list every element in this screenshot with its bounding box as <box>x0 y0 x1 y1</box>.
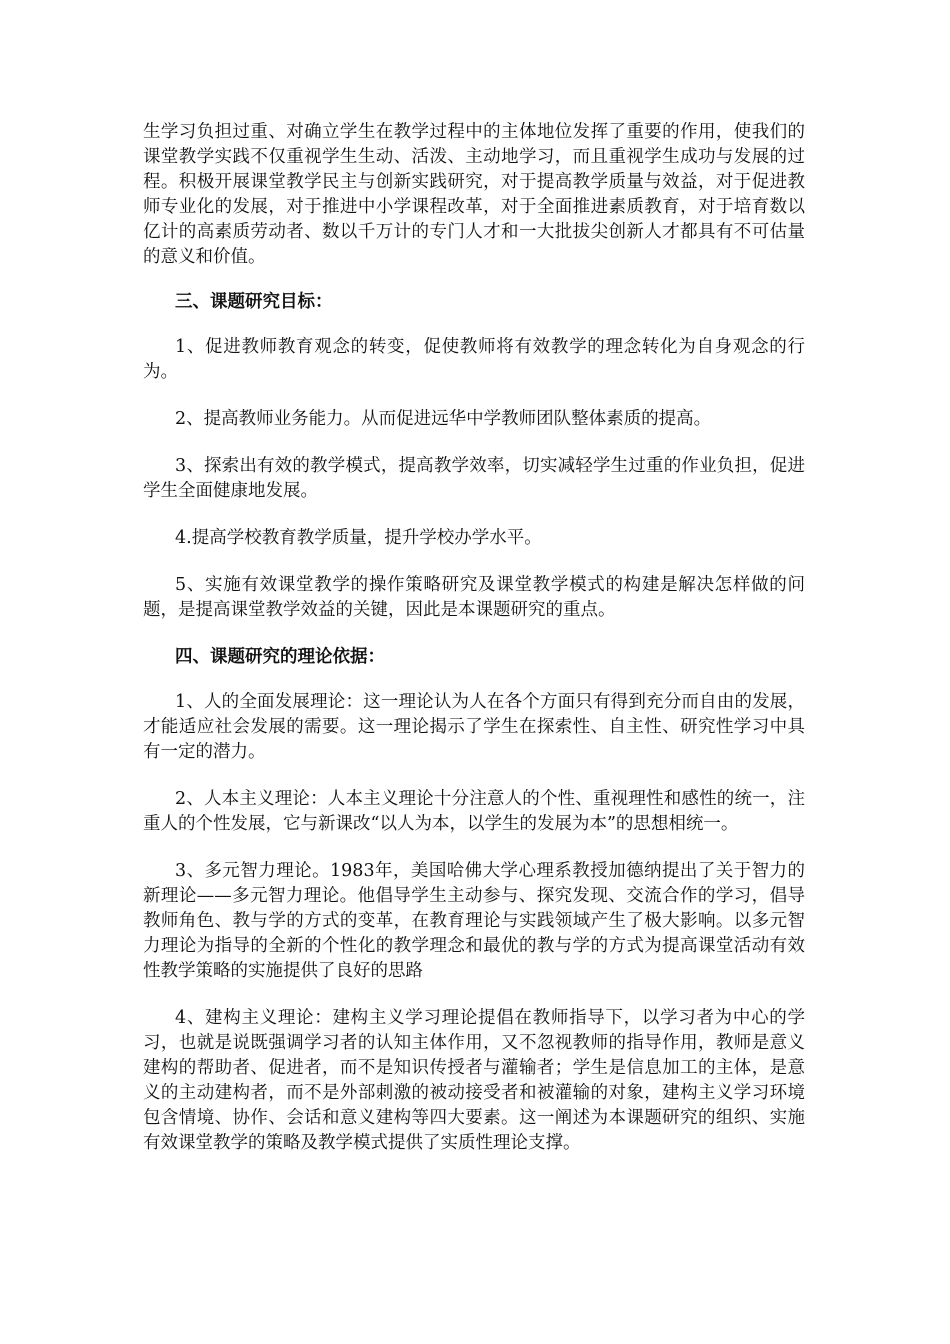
theory-item-4: 4、建构主义理论：建构主义学习理论提倡在教师指导下，以学习者为中心的学习，也就是说既强调学习者的认知主体作用，又不忽视教师的指导作用，教师是意义建构的帮助者、促进者，而不是知识传授者与灌输者；学生是信息加工的主体，是意义的主动建构者，而不是外部刺激的被动接受者和被灌输的对象，建构主义学习环境包含情境、协作、会话和意义建构等四大要素。这一阐述为本课题研究的组织、实施有效课堂教学的策略及教学模式提供了实质性理论支撑。 <box>143 1008 805 1153</box>
theory-item-2: 2、人本主义理论：人本主义理论十分注意人的个性、重视理性和感性的统一，注重人的个性发展，它与新课改“以人为本，以学生的发展为本”的思想相统一。 <box>143 789 805 834</box>
goal-item-3: 3、探索出有效的教学模式，提高教学效率，切实减轻学生过重的作业负担，促进学生全面健康地发展。 <box>143 456 805 501</box>
theory-item-3: 3、多元智力理论。1983年，美国哈佛大学心理系教授加德纳提出了关于智力的新理论——多元智力理论。他倡导学生主动参与、探究发现、交流合作的学习，倡导教师角色、教与学的方式的变革，在教育理论与实践领域产生了极大影响。以多元智力理论为指导的全新的个性化的教学理念和最优的教与学的方式为提高课堂活动有效性教学策略的实施提供了良好的思路 <box>143 861 805 981</box>
section-heading-theory: 四、课题研究的理论依据： <box>175 647 385 667</box>
theory-item-1: 1、人的全面发展理论：这一理论认为人在各个方面只有得到充分而自由的发展，才能适应社会发展的需要。这一理论揭示了学生在探索性、自主性、研究性学习中具有一定的潜力。 <box>143 692 805 762</box>
document-page <box>143 120 805 1178</box>
goal-item-4: 4.提高学校教育教学质量，提升学校办学水平。 <box>175 528 542 548</box>
goal-item-2: 2、提高教师业务能力。从而促进远华中学教师团队整体素质的提高。 <box>175 409 712 429</box>
goal-item-5: 5、实施有效课堂教学的操作策略研究及课堂教学模式的构建是解决怎样做的问题，是提高课堂教学效益的关键，因此是本课题研究的重点。 <box>143 575 805 620</box>
section-heading-goals: 三、课题研究目标： <box>175 292 333 312</box>
goal-item-1: 1、促进教师教育观念的转变，促使教师将有效教学的理念转化为自身观念的行为。 <box>143 337 805 382</box>
intro-paragraph: 生学习负担过重、对确立学生在教学过程中的主体地位发挥了重要的作用，使我们的课堂教学实践不仅重视学生生动、活泼、主动地学习，而且重视学生成功与发展的过程。积极开展课堂教学民主与创新实践研究，对于提高教学质量与效益，对于促进教师专业化的发展，对于推进中小学课程改革，对于全面推进素质教育，对于培育数以亿计的高素质劳动者、数以千万计的专门人才和一大批拔尖创新人才都具有不可估量的意义和价值。 <box>143 122 805 267</box>
